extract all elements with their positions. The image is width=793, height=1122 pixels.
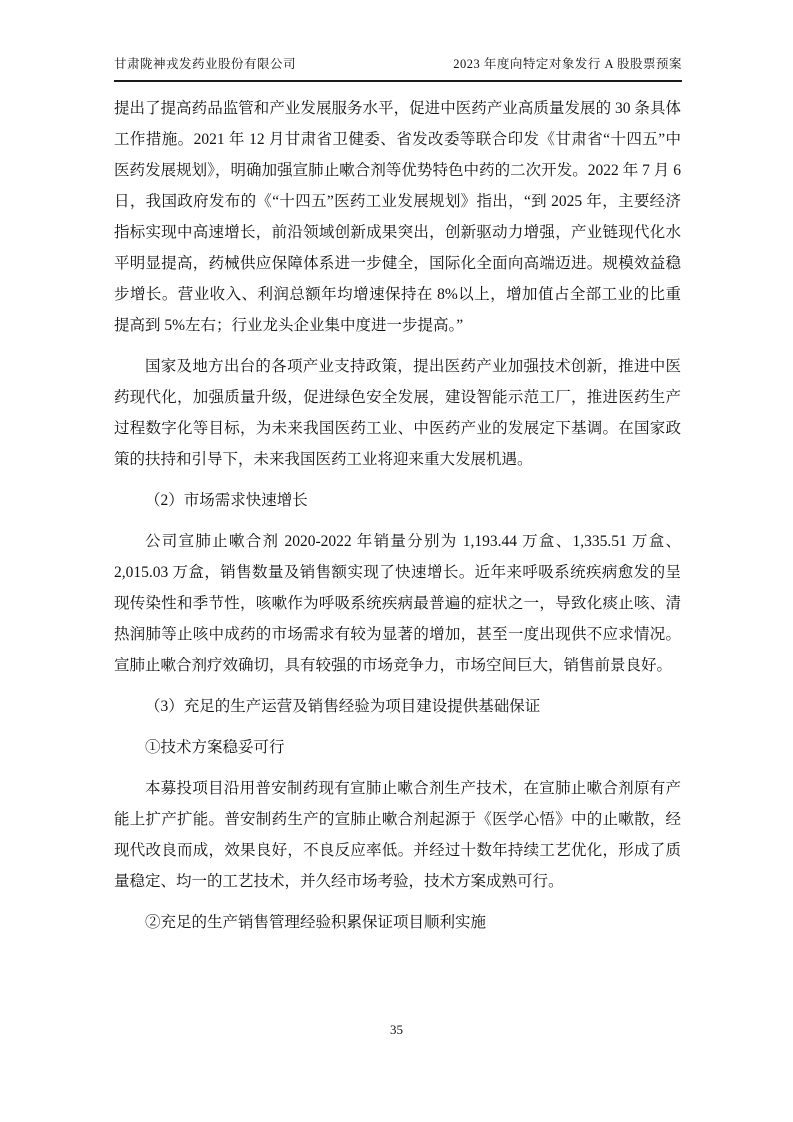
section-heading-market-demand: （2）市场需求快速增长	[145, 492, 308, 509]
body-paragraph-policy-continuation: 提出了提高药品监管和产业发展服务水平，促进中医药产业高质量发展的 30 条具体工作措施。2021 年 12 月甘肃省卫健委、省发改委等联合印发《甘肃省“十四五”中医药发展规划》，明确加强宣肺止嗽合剂等优势特色中药的二次开发。2022 年 7 月 6 日，我国政府发布的《“十四五”医药工业发展规划》指出，“到 2025 年，主要经济指标实现中高速增长，前沿领域创新成果突出，创新驱动力增强，产业链现代化水平明显提高，药械供应保障体系进一步健全，国际化全面向高端迈进。规模效益稳步增长。营业收入、利润总额年均增速保持在 8%以上，增加值占全部工业的比重提高到 5%左右；行业龙头企业集中度进一步提高。”	[114, 100, 681, 334]
section-heading-production-experience: （3）充足的生产运营及销售经验为项目建设提供基础保证	[145, 698, 541, 715]
body-paragraph-policy-summary: 国家及地方出台的各项产业支持政策，提出医药产业加强技术创新，推进中医药现代化，加强质量升级，促进绿色安全发展，建设智能示范工厂，推进医药生产过程数字化等目标，为未来我国医药工业、中医药产业的发展定下基调。在国家政策的扶持和引导下，未来我国医药工业将迎来重大发展机遇。	[114, 358, 681, 468]
header-document-title: 2023 年度向特定对象发行 A 股股票预案	[453, 57, 682, 71]
subsection-heading-technical-plan: ①技术方案稳妥可行	[145, 739, 285, 756]
header-company-name: 甘肃陇神戎发药业股份有限公司	[114, 57, 297, 71]
page-header	[114, 54, 682, 82]
subsection-heading-management-experience: ②充足的生产销售管理经验积累保证项目顺利实施	[145, 914, 487, 931]
page-footer	[0, 1022, 793, 1038]
body-paragraph-technical-plan: 本募投项目沿用普安制药现有宣肺止嗽合剂生产技术，在宣肺止嗽合剂原有产能上扩产扩能。普安制药生产的宣肺止嗽合剂起源于《医学心悟》中的止嗽散，经现代改良而成，效果良好，不良反应率低。并经过十数年持续工艺优化，形成了质量稳定、均一的工艺技术，并久经市场考验，技术方案成熟可行。	[114, 780, 681, 890]
page-number: 35	[390, 1022, 403, 1037]
document-body	[114, 93, 681, 948]
body-paragraph-sales-growth: 公司宣肺止嗽合剂 2020-2022 年销量分别为 1,193.44 万盒、1,335.51 万盒、2,015.03 万盒，销售数量及销售额实现了快速增长。近年来呼吸系统疾病愈发的呈现传染性和季节性，咳嗽作为呼吸系统疾病最普遍的症状之一，导致化痰止咳、清热润肺等止咳中成药的市场需求有较为显著的增加，甚至一度出现供不应求情况。宣肺止嗽合剂疗效确切，具有较强的市场竞争力，市场空间巨大，销售前景良好。	[114, 533, 681, 674]
